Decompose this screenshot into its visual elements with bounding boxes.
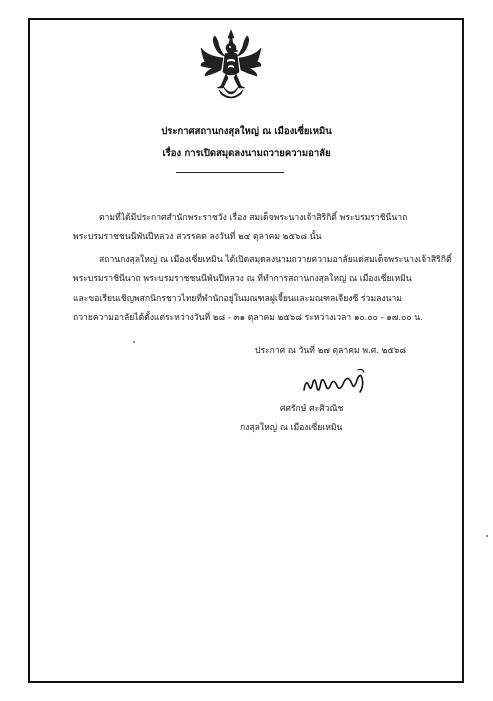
- title-divider: [176, 172, 284, 173]
- scan-speck: [486, 535, 488, 537]
- announcement-subject: เรื่อง การเปิดสมุดลงนามถวายความอาลัย: [162, 148, 331, 159]
- paragraph-line: พระบรมราชินีนาถ พระบรมราชชนนีพันปีหลวง ณ ที่ทำการสถานกงสุลใหญ่ ณ เมืองเซี่ยเหมิน: [73, 274, 412, 285]
- announcement-date: ประกาศ ณ วันที่ ๒๗ ตุลาคม พ.ศ. ๒๕๖๘: [255, 346, 406, 356]
- paragraph-line: ถวายความอาลัยได้ตั้งแต่ระหว่างวันที่ ๒๘ - ๓๑ ตุลาคม ๒๕๖๘ ระหว่างเวลา ๑๐.๐๐ - ๑๗.๐๐ น.: [73, 313, 423, 324]
- body-paragraph-1: [73, 209, 443, 248]
- scan-speck: [133, 341, 135, 343]
- signer-title: กงสุลใหญ่ ณ เมืองเซี่ยเหมิน: [240, 423, 343, 433]
- signer-name: ศศรักษ์ ศะศิวณิช: [280, 404, 344, 414]
- announcement-title: ประกาศสถานกงสุลใหญ่ ณ เมืองเซี่ยเหมิน: [161, 126, 332, 137]
- garuda-emblem-icon: [199, 28, 263, 104]
- paragraph-line: สถานกงสุลใหญ่ ณ เมืองเซี่ยเหมิน ได้เปิดสมุดลงนามถวายความอาลัยแด่สมเด็จพระนางเจ้าสิริกิติ์: [99, 255, 452, 265]
- paragraph-line: พระบรมราชชนนีพันปีหลวง สวรรคต ลงวันที่ ๒๔ ตุลาคม ๒๕๖๘ นั้น: [73, 232, 322, 243]
- body-paragraph-2: [73, 251, 452, 329]
- handwritten-signature: [300, 364, 378, 398]
- paragraph-line: ตามที่ได้มีประกาศสำนักพระราชวัง เรื่อง สมเด็จพระนางเจ้าสิริกิติ์ พระบรมราชินีนาถ: [99, 213, 408, 223]
- paragraph-line: และขอเรียนเชิญพสกนิกรชาวไทยที่พำนักอยู่ในมณฑลฝูเจี้ยนและมณฑลเจียงซี ร่วมลงนาม: [73, 293, 402, 304]
